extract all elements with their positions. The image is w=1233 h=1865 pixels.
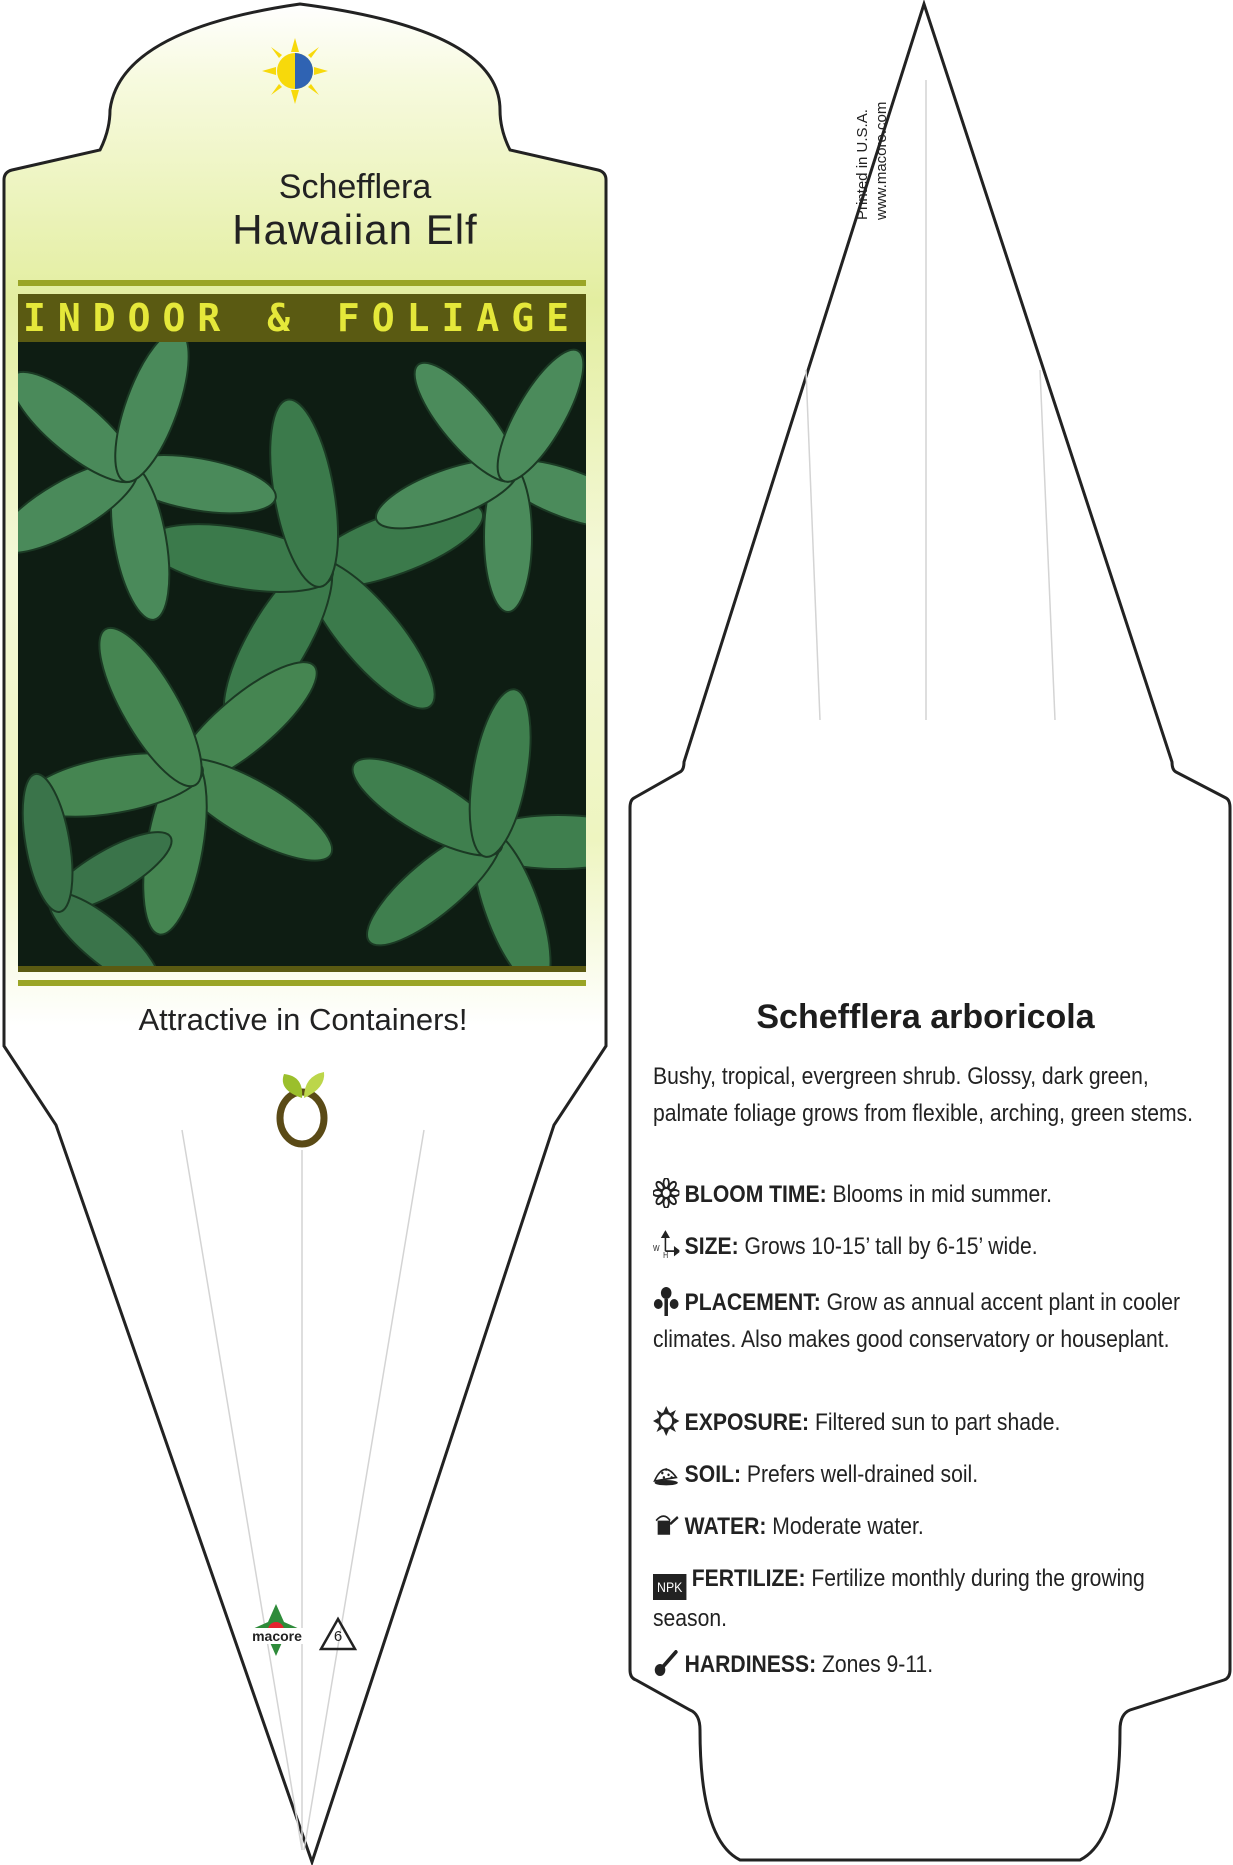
- attribute-water: [653, 1508, 1198, 1545]
- exposure-label: EXPOSURE:: [684, 1409, 810, 1436]
- size-label: SIZE:: [684, 1233, 739, 1260]
- size-text: Grows 10-15’ tall by 6-15’ wide.: [744, 1233, 1038, 1260]
- soil-icon: [653, 1458, 679, 1488]
- foliage-image: [18, 342, 586, 966]
- brand-label: macore: [244, 1628, 310, 1644]
- placement-icon: [653, 1286, 679, 1316]
- sun-icon: [653, 1406, 679, 1436]
- recycle-code: 6: [333, 1628, 343, 1645]
- size-w-letter: W: [653, 1243, 660, 1254]
- hardiness-label: HARDINESS:: [684, 1651, 817, 1678]
- attribute-fertilize: [653, 1560, 1198, 1637]
- soil-label: SOIL:: [684, 1461, 741, 1488]
- thermometer-icon: [653, 1648, 679, 1678]
- category-title: INDOOR & FOLIAGE: [22, 296, 582, 340]
- divider-lower: [18, 980, 586, 986]
- water-text: Moderate water.: [772, 1513, 924, 1540]
- description-block: [653, 1058, 1198, 1132]
- attribute-soil: [653, 1456, 1198, 1493]
- npk-icon: NPK: [653, 1574, 686, 1600]
- divider-photo-bottom: [18, 966, 586, 972]
- size-icon: [653, 1230, 679, 1260]
- printed-info: [853, 102, 891, 220]
- part-sun-icon: [262, 38, 328, 104]
- attribute-exposure: [653, 1404, 1198, 1441]
- attribute-size: [653, 1228, 1198, 1265]
- description: Bushy, tropical, evergreen shrub. Glossy, dark green, palmate foliage grows from flexible, arching, green stems.: [653, 1063, 1193, 1127]
- attribute-hardiness: [653, 1646, 1198, 1683]
- attribute-placement: [653, 1284, 1198, 1358]
- website: www.macore.com: [873, 101, 890, 220]
- soil-text: Prefers well-drained soil.: [746, 1461, 979, 1488]
- botanical-name: Schefflera arboricola: [756, 998, 1095, 1036]
- tagline: Attractive in Containers!: [138, 1002, 468, 1037]
- attribute-bloom: [653, 1176, 1198, 1213]
- placement-label: PLACEMENT:: [684, 1289, 821, 1316]
- watering-can-icon: [653, 1510, 679, 1540]
- bloom-label: BLOOM TIME:: [684, 1181, 827, 1208]
- common-name: Schefflera: [278, 168, 432, 206]
- printed-in-usa: Printed in U.S.A.: [854, 109, 871, 220]
- exposure-text: Filtered sun to part shade.: [814, 1409, 1061, 1436]
- size-h-letter: H: [663, 1250, 669, 1260]
- sprout-icon: [268, 1068, 336, 1148]
- divider-top: [18, 280, 586, 286]
- plant-photo: [18, 342, 586, 966]
- water-label: WATER:: [684, 1513, 767, 1540]
- hardiness-text: Zones 9-11.: [821, 1651, 934, 1678]
- cultivar-name: Hawaiian Elf: [232, 206, 478, 253]
- flower-icon: [653, 1178, 679, 1208]
- fertilize-text: Fertilize monthly during the growing season.: [653, 1565, 1145, 1632]
- fertilize-label: FERTILIZE:: [691, 1565, 806, 1592]
- bloom-text: Blooms in mid summer.: [832, 1181, 1052, 1208]
- placement-text: Grow as annual accent plant in cooler climates. Also makes good conservatory or houseplant.: [653, 1289, 1181, 1353]
